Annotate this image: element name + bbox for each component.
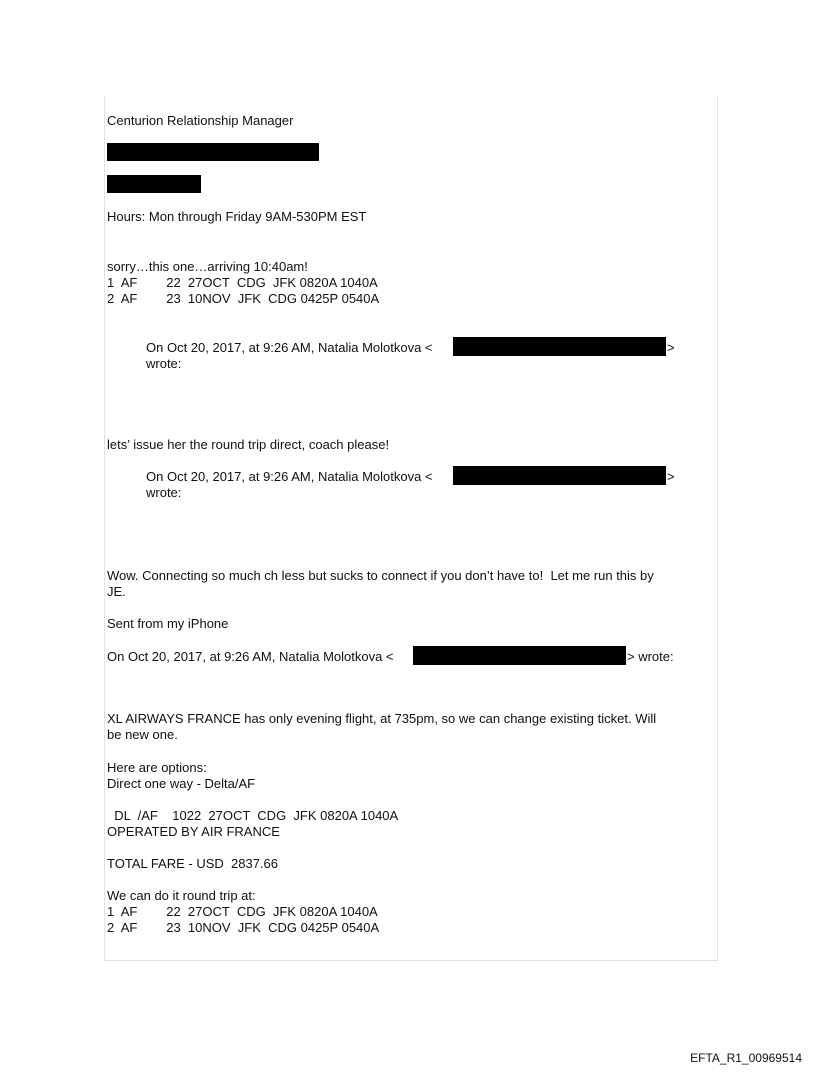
reply-text: Wow. Connecting so much ch less but sucks to connect if you don’t have to! Let me run this by bbox=[107, 568, 654, 583]
quote-header: On Oct 20, 2017, at 9:26 AM, Natalia Molotkova < bbox=[146, 469, 433, 484]
message-text: be new one. bbox=[107, 727, 178, 742]
options-label: Here are options: bbox=[107, 760, 207, 775]
itinerary-line: 2 AF 23 10NOV JFK CDG 0425P 0540A bbox=[107, 920, 380, 935]
direct-label: Direct one way - Delta/AF bbox=[107, 776, 256, 791]
redacted-block bbox=[107, 143, 319, 161]
round-trip-label: We can do it round trip at: bbox=[107, 888, 256, 903]
redacted-block bbox=[107, 175, 201, 193]
quote-header-end: > wrote: bbox=[627, 649, 674, 664]
itinerary-line: 1 AF 22 27OCT CDG JFK 0820A 1040A bbox=[107, 904, 378, 919]
redacted-email bbox=[453, 337, 666, 356]
reply-intro: sorry…this one…arriving 10:40am! bbox=[107, 259, 308, 274]
redacted-email bbox=[413, 646, 626, 665]
sent-from: Sent from my iPhone bbox=[107, 616, 229, 631]
redacted-email bbox=[453, 466, 666, 485]
signature-title: Centurion Relationship Manager bbox=[107, 113, 294, 128]
signature-hours: Hours: Mon through Friday 9AM-530PM EST bbox=[107, 209, 367, 224]
message-text: XL AIRWAYS FRANCE has only evening flight, at 735pm, so we can change existing ticket. Will bbox=[107, 711, 657, 726]
reply-text: lets’ issue her the round trip direct, coach please! bbox=[107, 437, 390, 452]
reply-text: JE. bbox=[107, 584, 126, 599]
quote-header-end: > bbox=[667, 469, 675, 484]
itinerary-line: DL /AF 1022 27OCT CDG JFK 0820A 1040A bbox=[107, 808, 399, 823]
quote-header: On Oct 20, 2017, at 9:26 AM, Natalia Molotkova < bbox=[107, 649, 394, 664]
quote-header-end: > bbox=[667, 340, 675, 355]
itinerary-line: 1 AF 22 27OCT CDG JFK 0820A 1040A bbox=[107, 275, 378, 290]
quote-header: On Oct 20, 2017, at 9:26 AM, Natalia Molotkova < bbox=[146, 340, 433, 355]
itinerary-line: 2 AF 23 10NOV JFK CDG 0425P 0540A bbox=[107, 291, 380, 306]
quote-wrote: wrote: bbox=[146, 485, 182, 500]
total-fare: TOTAL FARE - USD 2837.66 bbox=[107, 856, 278, 871]
document-id: EFTA_R1_00969514 bbox=[690, 1051, 802, 1065]
operated-by: OPERATED BY AIR FRANCE bbox=[107, 824, 280, 839]
quote-wrote: wrote: bbox=[146, 356, 182, 371]
